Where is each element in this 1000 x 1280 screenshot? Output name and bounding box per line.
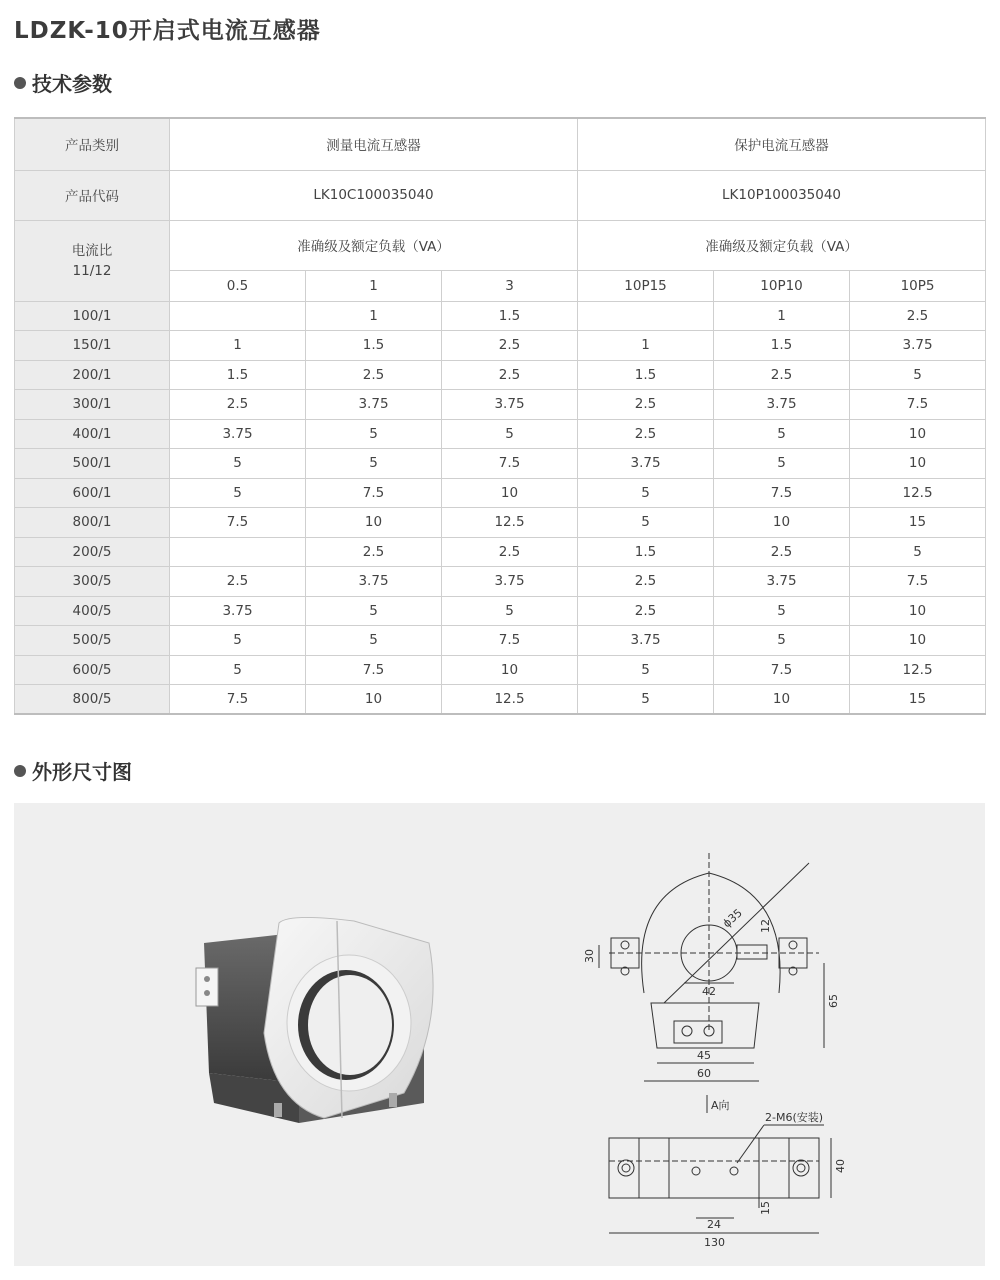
table-row xyxy=(15,419,986,449)
value-cell: 5 xyxy=(578,655,714,685)
value-cell: 2.5 xyxy=(170,567,306,597)
value-cell xyxy=(170,301,306,331)
value-cell: 2.5 xyxy=(578,596,714,626)
value-cell: 1.5 xyxy=(578,537,714,567)
value-cell xyxy=(578,301,714,331)
value-cell: 10 xyxy=(714,685,850,715)
value-cell: 2.5 xyxy=(714,360,850,390)
accuracy-protect: 准确级及额定负载（VA） xyxy=(578,220,986,270)
table-row-accuracy xyxy=(15,220,986,270)
value-cell: 2.5 xyxy=(578,567,714,597)
value-cell: 5 xyxy=(170,626,306,656)
value-cell: 7.5 xyxy=(306,655,442,685)
value-cell: 12.5 xyxy=(442,685,578,715)
value-cell: 1.5 xyxy=(578,360,714,390)
table-row xyxy=(15,449,986,479)
value-cell: 15 xyxy=(850,685,986,715)
value-cell: 12.5 xyxy=(850,478,986,508)
value-cell: 1 xyxy=(714,301,850,331)
value-cell: 5 xyxy=(170,655,306,685)
value-cell: 10 xyxy=(850,626,986,656)
value-cell: 2.5 xyxy=(714,537,850,567)
table-row xyxy=(15,508,986,538)
class-header: 1 xyxy=(306,270,442,301)
ratio-cell: 300/5 xyxy=(15,567,170,597)
value-cell: 5 xyxy=(714,419,850,449)
dim-24: 24 xyxy=(707,1218,721,1231)
value-cell: 1.5 xyxy=(714,331,850,361)
value-cell: 3.75 xyxy=(578,449,714,479)
value-cell: 7.5 xyxy=(850,390,986,420)
dim-30: 30 xyxy=(583,949,596,963)
ratio-cell: 150/1 xyxy=(15,331,170,361)
value-cell: 2.5 xyxy=(442,537,578,567)
accuracy-measure: 准确级及额定负载（VA） xyxy=(170,220,578,270)
value-cell: 3.75 xyxy=(170,419,306,449)
ratio-label xyxy=(15,220,170,301)
value-cell: 3.75 xyxy=(850,331,986,361)
ratio-cell: 300/1 xyxy=(15,390,170,420)
class-header: 3 xyxy=(442,270,578,301)
value-cell: 3.75 xyxy=(578,626,714,656)
ratio-cell: 600/1 xyxy=(15,478,170,508)
ratio-label-line2: 11/12 xyxy=(72,262,112,279)
value-cell: 10 xyxy=(850,449,986,479)
value-cell: 5 xyxy=(578,508,714,538)
value-cell: 2.5 xyxy=(306,360,442,390)
value-cell: 2.5 xyxy=(850,301,986,331)
value-cell: 5 xyxy=(170,449,306,479)
ratio-cell: 800/5 xyxy=(15,685,170,715)
table-row xyxy=(15,596,986,626)
ratio-label-line1: 电流比 xyxy=(71,242,113,259)
value-cell: 5 xyxy=(306,419,442,449)
value-cell: 1.5 xyxy=(306,331,442,361)
category-protect: 保护电流互感器 xyxy=(578,118,986,170)
value-cell: 5 xyxy=(714,449,850,479)
value-cell xyxy=(170,537,306,567)
figure-area xyxy=(14,803,985,1266)
value-cell: 5 xyxy=(442,596,578,626)
section-dimensions-label: 外形尺寸图 xyxy=(32,760,132,784)
table-row xyxy=(15,567,986,597)
dimension-drawing xyxy=(569,833,869,1253)
code-measure: LK10C100035040 xyxy=(170,170,578,220)
product-photo xyxy=(174,903,444,1143)
category-measure: 测量电流互感器 xyxy=(170,118,578,170)
value-cell: 3.75 xyxy=(714,567,850,597)
value-cell: 10 xyxy=(306,685,442,715)
value-cell: 1.5 xyxy=(442,301,578,331)
class-header: 10P10 xyxy=(714,270,850,301)
value-cell: 3.75 xyxy=(306,390,442,420)
value-cell: 7.5 xyxy=(714,478,850,508)
table-row xyxy=(15,655,986,685)
table-row xyxy=(15,360,986,390)
table-row xyxy=(15,301,986,331)
value-cell: 3.75 xyxy=(714,390,850,420)
dim-42: 42 xyxy=(702,985,716,998)
section-specs-label: 技术参数 xyxy=(32,72,112,96)
value-cell: 1 xyxy=(170,331,306,361)
value-cell: 10 xyxy=(850,596,986,626)
dim-15: 15 xyxy=(759,1201,772,1215)
ratio-cell: 600/5 xyxy=(15,655,170,685)
bullet-icon xyxy=(14,77,26,89)
bullet-icon xyxy=(14,765,26,777)
table-row xyxy=(15,537,986,567)
value-cell: 5 xyxy=(442,419,578,449)
dim-12: 12 xyxy=(759,919,772,933)
value-cell: 5 xyxy=(714,626,850,656)
value-cell: 10 xyxy=(442,478,578,508)
table-row xyxy=(15,390,986,420)
value-cell: 7.5 xyxy=(714,655,850,685)
table-row-code xyxy=(15,170,986,220)
dim-60: 60 xyxy=(697,1067,711,1080)
value-cell: 12.5 xyxy=(850,655,986,685)
dim-45: 45 xyxy=(697,1049,711,1062)
value-cell: 15 xyxy=(850,508,986,538)
value-cell: 2.5 xyxy=(578,419,714,449)
value-cell: 10 xyxy=(306,508,442,538)
table-row xyxy=(15,626,986,656)
value-cell: 3.75 xyxy=(442,390,578,420)
dim-diameter: ϕ35 xyxy=(720,906,745,931)
ratio-cell: 400/5 xyxy=(15,596,170,626)
value-cell: 3.75 xyxy=(306,567,442,597)
class-header: 10P5 xyxy=(850,270,986,301)
value-cell: 5 xyxy=(850,360,986,390)
value-cell: 7.5 xyxy=(306,478,442,508)
view-label: A向 xyxy=(711,1099,730,1112)
table-row-category xyxy=(15,118,986,170)
value-cell: 1 xyxy=(578,331,714,361)
value-cell: 10 xyxy=(850,419,986,449)
code-label: 产品代码 xyxy=(15,170,170,220)
ratio-cell: 200/1 xyxy=(15,360,170,390)
value-cell: 5 xyxy=(306,626,442,656)
page-title: LDZK-10开启式电流互感器 xyxy=(14,18,321,44)
value-cell: 5 xyxy=(714,596,850,626)
mount-label: 2-M6(安装) xyxy=(765,1111,824,1124)
value-cell: 5 xyxy=(578,685,714,715)
value-cell: 5 xyxy=(306,449,442,479)
class-header: 0.5 xyxy=(170,270,306,301)
category-label: 产品类别 xyxy=(15,118,170,170)
table-row xyxy=(15,685,986,715)
section-title-specs xyxy=(14,68,112,97)
value-cell: 7.5 xyxy=(442,626,578,656)
value-cell: 5 xyxy=(850,537,986,567)
value-cell: 1 xyxy=(306,301,442,331)
spec-table xyxy=(14,117,986,715)
value-cell: 7.5 xyxy=(170,685,306,715)
value-cell: 7.5 xyxy=(170,508,306,538)
dim-130: 130 xyxy=(704,1236,725,1249)
class-header: 10P15 xyxy=(578,270,714,301)
value-cell: 5 xyxy=(170,478,306,508)
value-cell: 1.5 xyxy=(170,360,306,390)
ratio-cell: 400/1 xyxy=(15,419,170,449)
value-cell: 2.5 xyxy=(442,360,578,390)
table-row xyxy=(15,331,986,361)
value-cell: 10 xyxy=(714,508,850,538)
ratio-cell: 200/5 xyxy=(15,537,170,567)
value-cell: 5 xyxy=(578,478,714,508)
value-cell: 3.75 xyxy=(442,567,578,597)
dim-40: 40 xyxy=(834,1159,847,1173)
ratio-cell: 100/1 xyxy=(15,301,170,331)
value-cell: 2.5 xyxy=(578,390,714,420)
value-cell: 3.75 xyxy=(170,596,306,626)
value-cell: 10 xyxy=(442,655,578,685)
value-cell: 2.5 xyxy=(442,331,578,361)
value-cell: 12.5 xyxy=(442,508,578,538)
value-cell: 2.5 xyxy=(306,537,442,567)
ratio-cell: 800/1 xyxy=(15,508,170,538)
table-row xyxy=(15,478,986,508)
dim-65: 65 xyxy=(827,994,840,1008)
value-cell: 7.5 xyxy=(850,567,986,597)
ratio-cell: 500/1 xyxy=(15,449,170,479)
code-protect: LK10P100035040 xyxy=(578,170,986,220)
value-cell: 7.5 xyxy=(442,449,578,479)
ratio-cell: 500/5 xyxy=(15,626,170,656)
section-title-dimensions xyxy=(14,756,132,785)
value-cell: 5 xyxy=(306,596,442,626)
value-cell: 2.5 xyxy=(170,390,306,420)
